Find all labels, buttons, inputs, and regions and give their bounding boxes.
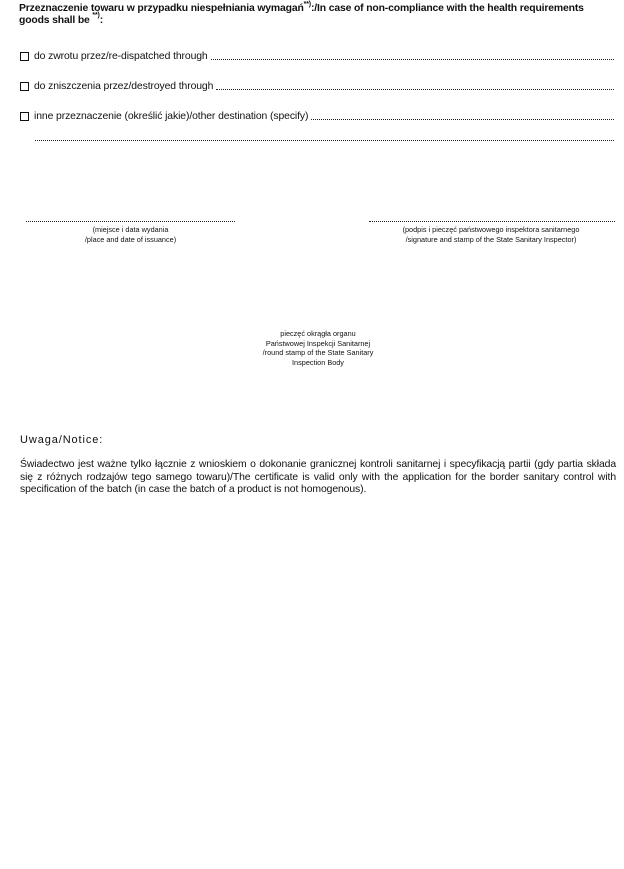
fill-in-line-other[interactable] xyxy=(311,119,614,120)
signature-caption xyxy=(360,225,622,244)
place-date-caption xyxy=(26,225,235,244)
stamp-line: /round stamp of the State Sanitary xyxy=(262,348,374,358)
footnote-marker: **) xyxy=(92,12,100,20)
heading-colon: : xyxy=(99,14,104,26)
option-destroy xyxy=(20,79,614,93)
checkbox-redispatch[interactable] xyxy=(20,52,29,61)
heading-text-en: :/In case of non-compliance with the health requirements goods shall be xyxy=(19,3,584,26)
checkbox-other[interactable] xyxy=(20,112,29,121)
heading-text-pl: Przeznaczenie towaru w przypadku niespełniania wymagań xyxy=(19,3,304,14)
place-date-line[interactable] xyxy=(26,221,235,222)
option-label: inne przeznaczenie (określić jakie)/other destination (specify) xyxy=(34,111,309,122)
caption-line: /place and date of issuance) xyxy=(84,234,177,244)
caption-line: (podpis i pieczęć państwowego inspektora sanitarnego xyxy=(402,225,580,234)
checkbox-destroy[interactable] xyxy=(20,82,29,91)
caption-line: (miejsce i data wydania xyxy=(92,225,169,234)
option-redispatch xyxy=(20,49,614,63)
stamp-line: pieczęć okrągła organu xyxy=(280,329,356,338)
fill-in-line-other-continued[interactable] xyxy=(35,140,614,141)
fill-in-line-destroy[interactable] xyxy=(216,89,614,90)
stamp-line: Inspection Body xyxy=(292,357,344,367)
footnote-marker: **) xyxy=(303,0,311,8)
round-stamp-caption xyxy=(202,329,434,367)
fill-in-line-redispatch[interactable] xyxy=(211,59,614,60)
option-other xyxy=(20,109,614,123)
caption-line: /signature and stamp of the State Sanitary Inspector) xyxy=(405,234,577,244)
notice-title: Uwaga/Notice: xyxy=(20,434,104,446)
signature-line[interactable] xyxy=(369,221,615,222)
option-label: do zwrotu przez/re-dispatched through xyxy=(34,51,208,62)
stamp-line: Państwowej Inspekcji Sanitarnej xyxy=(265,338,371,348)
option-label: do zniszczenia przez/destroyed through xyxy=(34,81,214,92)
notice-text: Świadectwo jest ważne tylko łącznie z wnioskiem o dokonanie granicznej kontroli sanitarnej i specyfikacją partii (gdy partia składa się z różnych rodzajów tego samego towaru)/The certificate is valid only with the application for the border sanitary control with specification of the batch (in case the batch of a product is not homogenous). xyxy=(20,459,616,496)
destination-heading xyxy=(19,0,609,26)
